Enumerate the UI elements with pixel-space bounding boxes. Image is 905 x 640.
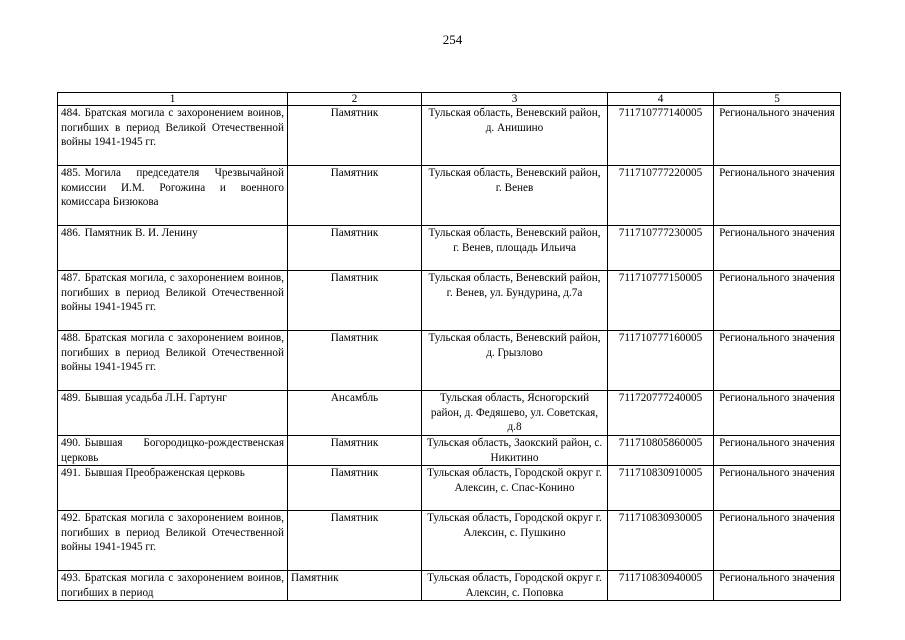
column-header-5: 5 [714,93,841,106]
object-type-cell: Памятник [288,331,422,391]
table-row [58,331,841,391]
table-row [58,436,841,466]
registry-code-cell: 711710777230005 [608,226,714,271]
significance-cell: Регионального значения [714,226,841,271]
registry-code-cell: 711710830940005 [608,571,714,601]
header-row [58,93,841,106]
row-number: 493. [61,572,81,584]
object-name: Братская могила, с захоронением воинов, погибших в период Великой Отечественной войны 1941-1945 гг. [61,272,284,313]
table-row [58,166,841,226]
table-row [58,391,841,436]
object-address-cell: Тульская область, Веневский район, г. Венев [422,166,608,226]
object-name-cell [58,436,288,466]
object-type-cell: Памятник [288,271,422,331]
table-row [58,466,841,511]
object-type-cell: Памятник [288,466,422,511]
object-type-cell: Памятник [288,106,422,166]
object-name: Бывшая усадьба Л.Н. Гартунг [84,392,227,404]
object-type-cell: Памятник [288,511,422,571]
object-address-cell: Тульская область, Городской округ г. Алексин, с. Поповка [422,571,608,601]
table-row [58,226,841,271]
registry-code-cell: 711710805860005 [608,436,714,466]
row-number: 492. [61,512,81,524]
table-row [58,571,841,601]
row-number: 491. [61,467,81,479]
object-type-cell: Ансамбль [288,391,422,436]
row-number: 484. [61,107,81,119]
row-number: 490. [61,437,81,449]
object-address-cell: Тульская область, Городской округ г. Алексин, с. Спас-Конино [422,466,608,511]
registry-code-cell: 711710777140005 [608,106,714,166]
object-name: Братская могила с захоронением воинов, погибших в период Великой Отечественной войны 1941-1945 гг. [61,107,284,148]
object-name-cell [58,466,288,511]
row-number: 485. [61,167,81,179]
object-name-cell [58,511,288,571]
heritage-registry-table [57,92,841,601]
registry-code-cell: 711710830910005 [608,466,714,511]
object-type-cell: Памятник [288,571,422,601]
object-address-cell: Тульская область, Веневский район, г. Венев, ул. Бундурина, д.7а [422,271,608,331]
object-address-cell: Тульская область, Веневский район, г. Венев, площадь Ильича [422,226,608,271]
row-number: 489. [61,392,81,404]
column-header-3: 3 [422,93,608,106]
object-name: Бывшая Богородицко-рождественская церковь [61,437,284,464]
significance-cell: Регионального значения [714,571,841,601]
object-name-cell [58,166,288,226]
significance-cell: Регионального значения [714,106,841,166]
row-number: 487. [61,272,81,284]
registry-code-cell: 711710777160005 [608,331,714,391]
significance-cell: Регионального значения [714,166,841,226]
object-name-cell [58,106,288,166]
object-address-cell: Тульская область, Веневский район, д. Грызлово [422,331,608,391]
table-row [58,106,841,166]
object-name-cell [58,571,288,601]
object-type-cell: Памятник [288,436,422,466]
significance-cell: Регионального значения [714,436,841,466]
object-name: Памятник В. И. Ленину [84,227,198,239]
object-address-cell: Тульская область, Ясногорский район, д. Федяшево, ул. Советская, д.8 [422,391,608,436]
significance-cell: Регионального значения [714,466,841,511]
page-number: 254 [442,32,463,47]
object-address-cell: Тульская область, Заокский район, с. Никитино [422,436,608,466]
significance-cell: Регионального значения [714,331,841,391]
object-name-cell [58,331,288,391]
object-name-cell [58,271,288,331]
column-header-4: 4 [608,93,714,106]
column-header-1: 1 [58,93,288,106]
table-row [58,511,841,571]
registry-code-cell: 711720777240005 [608,391,714,436]
row-number: 486. [61,227,81,239]
row-number: 488. [61,332,81,344]
object-name-cell [58,391,288,436]
table-row [58,271,841,331]
object-name: Могила председателя Чрезвычайной комиссии И.М. Рогожина и военного комиссара Бизюкова [61,167,284,208]
significance-cell: Регионального значения [714,271,841,331]
object-name-cell [58,226,288,271]
object-address-cell: Тульская область, Веневский район, д. Анишино [422,106,608,166]
registry-code-cell: 711710777220005 [608,166,714,226]
object-address-cell: Тульская область, Городской округ г. Алексин, с. Пушкино [422,511,608,571]
object-name: Братская могила с захоронением воинов, погибших в период Великой Отечественной войны 1941-1945 гг. [61,512,284,553]
column-header-2: 2 [288,93,422,106]
registry-code-cell: 711710830930005 [608,511,714,571]
significance-cell: Регионального значения [714,391,841,436]
object-name: Бывшая Преображенская церковь [84,467,245,479]
object-name: Братская могила с захоронением воинов, погибших в период [61,572,284,599]
registry-code-cell: 711710777150005 [608,271,714,331]
object-type-cell: Памятник [288,226,422,271]
object-name: Братская могила с захоронением воинов, погибших в период Великой Отечественной войны 1941-1945 гг. [61,332,284,373]
object-type-cell: Памятник [288,166,422,226]
significance-cell: Регионального значения [714,511,841,571]
